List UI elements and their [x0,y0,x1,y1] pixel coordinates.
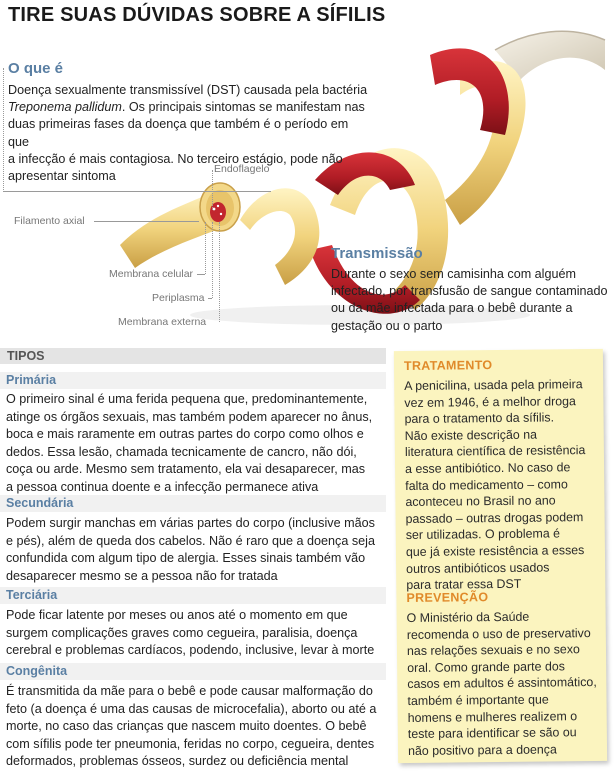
primaria-line: dedos. Essa lesão, chamada tecnicamente de cancro, não dói, [6,444,357,459]
label-endoflagelo: Endoflagelo [214,163,270,175]
prevencao-line: não positivo para a doença [407,742,557,758]
prevencao-line: recomenda o uso de preservativo [406,625,591,642]
o-que-e-line: a infecção é mais contagiosa. No terceiro estágio, pode não [8,151,343,166]
primaria-text [6,391,384,497]
tratamento-line: literatura científica de resistência [404,443,586,460]
o-que-e-text [8,82,368,185]
transmissao-line: infectado, por transfusão de sangue contaminado [331,284,608,299]
tratamento-line: a esse antibiótico. No caso de [405,460,571,476]
tratamento-line: falta do medicamento – como [405,476,568,493]
primaria-line: boca e mais raramente em outras partes do corpo como olhos e [6,427,364,442]
tratamento-line: aconteceu no Brasil no ano [405,493,556,510]
o-que-e-line: duas primeiras fases da doença que também é o período em que [8,117,349,149]
tratamento-text [404,376,602,594]
leader-membrana-externa-v [219,222,220,322]
secundaria-label: Secundária [6,496,74,510]
leader-membrana-celular-v [205,222,206,274]
primaria-bar [0,372,386,389]
congenita-label: Congênita [6,664,68,678]
tratamento-line: Não existe descrição na [404,427,538,443]
label-periplasma: Periplasma [152,292,205,304]
prevencao-line: oral. Como grande parte dos [407,659,565,675]
primaria-line: O primeiro sinal é uma ferida pequena que, predominantemente, [6,392,368,406]
tratamento-line: vez em 1946, é a melhor droga [404,393,576,410]
tratamento-line: que já existe resistência a esses [405,543,585,559]
prevencao-heading: PREVENÇÃO [406,590,489,605]
secundaria-text [6,515,384,585]
leader-membrana-celular [197,274,205,275]
tipos-header-bar [0,348,386,364]
o-que-e-line: Treponema pallidum. Os principais sintomas se manifestam nas [8,100,365,115]
secundaria-line: confundida com algum tipo de alergia. Esses sinais também vão [6,551,366,566]
label-membrana-celular: Membrana celular [109,268,194,280]
prevencao-line: também é importante que [407,692,549,708]
congenita-line: feto (a doença é uma das causas de microcefalia), aborto ou até a [6,701,377,716]
terciaria-text [6,607,384,660]
tratamento-line: para tratar essa DST [406,576,522,593]
page-title: TIRE SUAS DÚVIDAS SOBRE A SÍFILIS [8,4,386,26]
congenita-line: morte, no caso das crianças que nascem muito doentes. O bebê [6,719,367,734]
secundaria-line: e pés), além de queda dos cabelos. Não é raro que a doença seja [6,533,375,548]
transmissao-line: ou da mãe infectada para o bebê durante a [331,301,573,316]
tratamento-line: para o tratamento da sífilis. [404,410,555,427]
tratamento-line: outros antibióticos usados [406,560,550,576]
congenita-text [6,683,384,771]
prevencao-line: homens e mulheres realizem o [407,708,578,725]
secundaria-line: Podem surgir manchas em várias partes do corpo (inclusive mãos [6,516,375,530]
tratamento-prevencao-note [394,349,607,763]
terciaria-line: cerebral e problemas cardíacos, podendo, inclusive, levar à morte [6,643,375,658]
label-filamento-axial: Filamento axial [14,215,85,227]
prevencao-text [407,608,605,759]
transmissao-text [331,266,611,335]
primaria-line: a pessoa continua doente e a infecção permanece ativa [6,479,319,494]
label-membrana-externa: Membrana externa [118,316,207,328]
primaria-line: coça ou arde. Mesmo sem tratamento, ela vai desaparecer, mas [6,462,366,477]
transmissao-line: Durante o sexo sem camisinha com alguém [331,267,576,281]
prevencao-line: nas relações sexuais e no sexo [406,642,580,659]
o-que-e-line: Doença sexualmente transmissível (DST) causada pela bactéria [8,83,368,97]
o-que-e-heading: O que é [8,60,64,77]
terciaria-line: Pode ficar latente por meses ou anos até o momento em que [6,608,348,622]
primaria-label: Primária [6,373,57,387]
tratamento-line: ser utilizadas. O problema é [405,526,561,543]
o-que-e-guide [3,68,4,192]
congenita-line: com sífilis pode ter pneumonia, feridas no corpo, cegueira, dentes [6,736,375,751]
primaria-line: atinge os órgãos sexuais, mas também podem aparecer no ânus, [6,409,373,424]
prevencao-line: teste para identificar se são ou [407,725,577,742]
terciaria-bar [0,587,386,604]
tratamento-line: A penicilina, usada pela primeira [404,377,583,393]
prevencao-line: casos em adultos é assintomático, [407,675,597,692]
terciaria-label: Terciária [6,588,58,602]
o-que-e-rule [3,191,271,192]
congenita-line: deformados, problemas ósseos, surdez ou deficiência mental [6,754,349,769]
congenita-line: É transmitida da mãe para o bebê e pode causar malformação do [6,684,373,698]
leader-periplasma-v [212,222,213,298]
o-que-e-line: apresentar sintoma [8,169,116,184]
terciaria-line: surgem complicações graves como cegueira, paralisia, doença [6,625,358,640]
transmissao-line: gestação ou o parto [331,318,443,333]
secundaria-line: desaparecer mesmo se a pessoa não for tratada [6,568,278,583]
leader-filamento-axial [94,221,199,222]
tratamento-heading: TRATAMENTO [403,358,493,373]
leader-endoflagelo [212,170,213,210]
prevencao-line: O Ministério da Saúde [406,609,530,625]
tipos-heading: TIPOS [7,349,45,363]
tratamento-line: passado – outras drogas podem [405,509,584,526]
transmissao-heading: Transmissão [331,245,423,262]
leader-periplasma [208,298,212,299]
